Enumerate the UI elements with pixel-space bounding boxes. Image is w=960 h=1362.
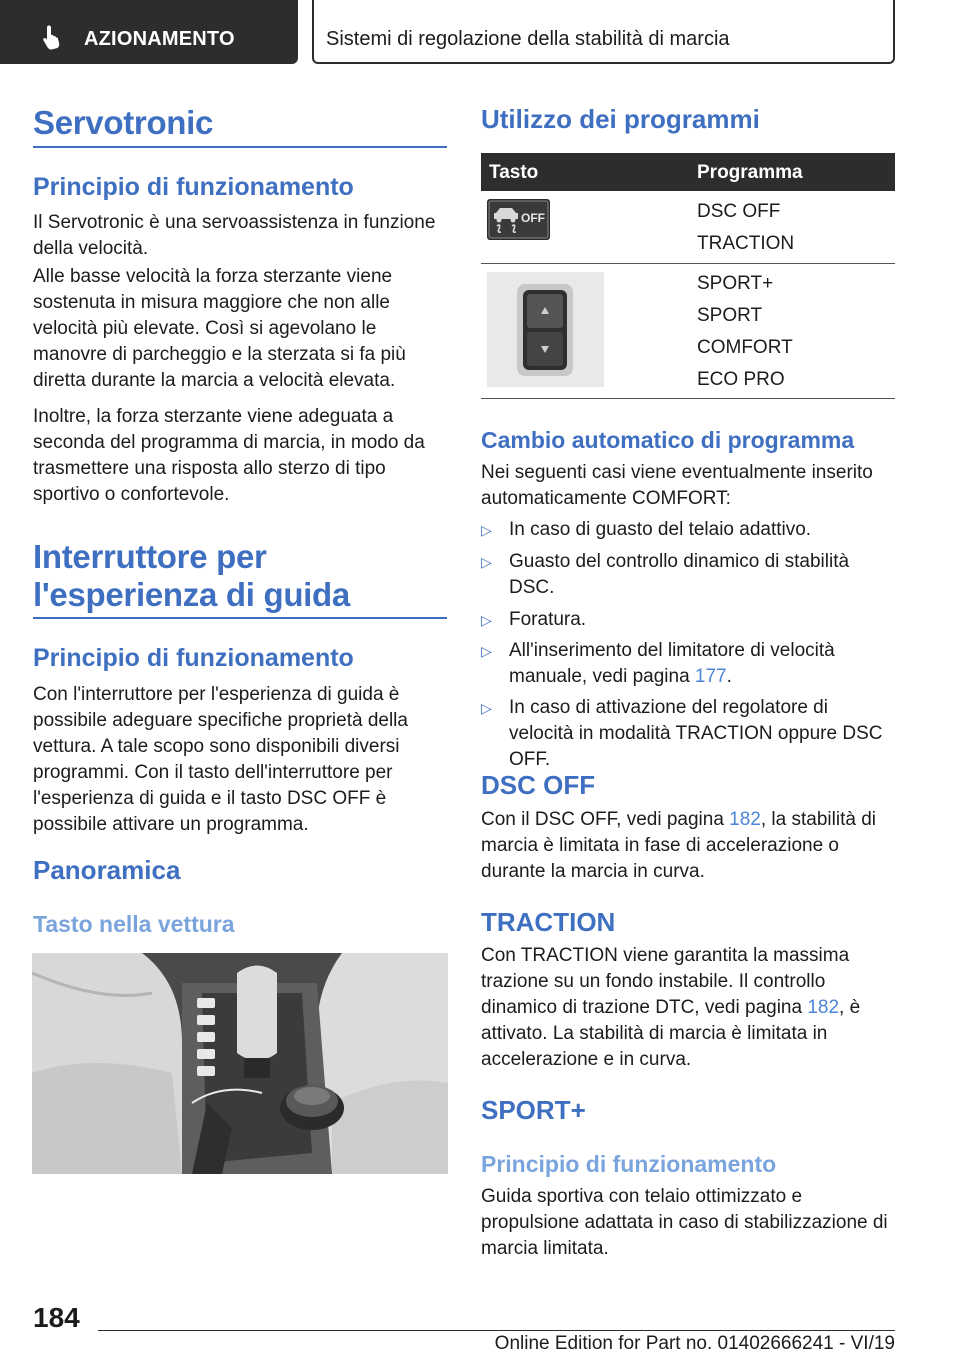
car-console-image bbox=[32, 953, 448, 1174]
section-label: AZIONAMENTO bbox=[84, 28, 235, 50]
switch-title-line-2: l'esperienza di guida bbox=[33, 576, 350, 613]
table-divider bbox=[481, 263, 895, 264]
program-cell: SPORT+ bbox=[697, 273, 774, 294]
col-header-program: Programma bbox=[697, 162, 803, 183]
program-cell: SPORT bbox=[697, 305, 763, 326]
programs-table-header bbox=[481, 153, 895, 191]
traction-title: TRACTION bbox=[481, 907, 616, 937]
servotronic-subtitle: Principio di funzionamento bbox=[33, 173, 354, 201]
driving-experience-switch-image bbox=[487, 272, 604, 387]
chapter-title: Sistemi di regolazione della stabilità di marcia bbox=[326, 28, 730, 50]
sport-plus-title: SPORT+ bbox=[481, 1095, 586, 1125]
program-cell: COMFORT bbox=[697, 337, 793, 358]
bullet-triangle-icon: ▷ bbox=[481, 700, 492, 716]
servotronic-para-2: Alle basse velocità la forza sterzante viene sostenuta in misura maggiore che non alle velocità più elevate. Così si agevolano le manovre di parcheggio e la sterzata si fa più diretta durante la marcia a velocità elevata. bbox=[33, 266, 406, 391]
dsc-off-para: Con il DSC OFF, vedi pagina 182, la stabilità di marcia è limitata in fase di accelerazione o durante la marcia in curva. bbox=[481, 809, 876, 882]
bullet-triangle-icon: ▷ bbox=[481, 643, 492, 659]
col-header-key: Tasto bbox=[489, 162, 539, 183]
page-link[interactable]: 182 bbox=[807, 997, 840, 1018]
bullet-triangle-icon: ▷ bbox=[481, 612, 492, 628]
hand-pointer-icon bbox=[42, 24, 64, 50]
program-cell: DSC OFF bbox=[697, 201, 781, 222]
title-rule bbox=[33, 146, 447, 148]
footer-rule bbox=[98, 1330, 895, 1331]
switch-para-1: Con l'interruttore per l'esperienza di guida è possibile adeguare specifiche proprietà della vettura. A tale scopo sono disponibili diversi programmi. Con il tasto dell'interruttore per l'esperienza di guida e il tasto DSC OFF è possibile attivare un programma. bbox=[33, 684, 408, 835]
dsc-off-title: DSC OFF bbox=[481, 770, 596, 800]
overview-title: Panoramica bbox=[33, 855, 181, 885]
dsc-off-button-image bbox=[487, 199, 550, 240]
program-cell: ECO PRO bbox=[697, 369, 785, 390]
auto-change-para: Nei seguenti casi viene eventualmente inserito automaticamente COMFORT: bbox=[481, 462, 873, 509]
button-in-car-title: Tasto nella vettura bbox=[33, 911, 235, 937]
dsc-button-label: OFF bbox=[521, 211, 545, 225]
section-tab[interactable] bbox=[0, 0, 298, 64]
chapter-box bbox=[312, 0, 895, 64]
bullet-triangle-icon: ▷ bbox=[481, 554, 492, 570]
switch-subtitle: Principio di funzionamento bbox=[33, 644, 354, 672]
page-link[interactable]: 177 bbox=[694, 666, 727, 687]
usage-title: Utilizzo dei programmi bbox=[481, 104, 760, 134]
sport-plus-para: Guida sportiva con telaio ottimizzato e propulsione adattata in caso di stabilizzazione di marcia limitata. bbox=[481, 1186, 888, 1259]
page-link[interactable]: 182 bbox=[729, 809, 761, 830]
servotronic-title: Servotronic bbox=[33, 104, 214, 141]
page-number: 184 bbox=[33, 1302, 80, 1333]
edition-label: Online Edition for Part no. 01402666241 - VI/19 bbox=[494, 1333, 895, 1354]
servotronic-para-1: Il Servotronic è una servoassistenza in funzione della velocità. bbox=[33, 212, 436, 259]
title-rule bbox=[33, 617, 447, 619]
servotronic-para-3: Inoltre, la forza sterzante viene adeguata a seconda del programma di marcia, in modo da trasmettere una risposta allo sterzo di tipo sportivo o confortevole. bbox=[33, 406, 425, 505]
bullet-triangle-icon: ▷ bbox=[481, 522, 492, 538]
traction-para: Con TRACTION viene garantita la massima trazione su un fondo instabile. Il controllo dinamico di trazione DTC, vedi pagina 182, è attivato. La stabilità di marcia è limitata in accelerazione e in curva. bbox=[481, 945, 861, 1070]
switch-title-line-1: Interruttore per bbox=[33, 538, 267, 575]
table-divider bbox=[481, 398, 895, 399]
sport-plus-subtitle: Principio di funzionamento bbox=[481, 1151, 777, 1177]
page-header bbox=[0, 0, 960, 66]
auto-change-title: Cambio automatico di programma bbox=[481, 427, 855, 453]
program-cell: TRACTION bbox=[697, 233, 795, 254]
